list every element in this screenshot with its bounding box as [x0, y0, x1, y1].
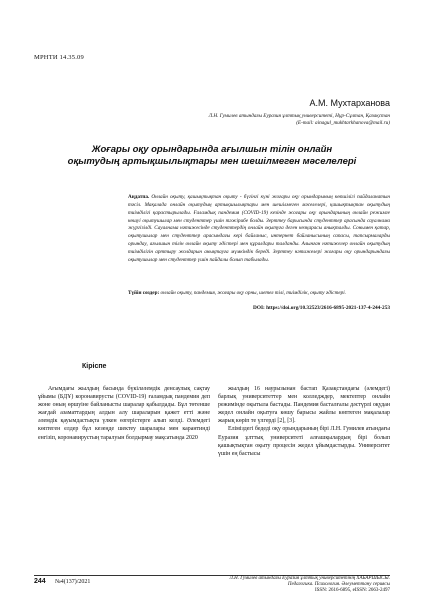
journal-series: Педагогика. Психология. Әлеуметтану сериясы: [287, 581, 390, 587]
abstract-label: Аңдатпа.: [128, 194, 150, 200]
keywords-text: онлайн оқыту, пандемия, жоғары оқу орны, шетел тілі, тиімділік, оқыту әдістері.: [159, 290, 346, 296]
journal-title: Л.Н. Гумилев атындағы Еуразия ұлттық университетінің ХАБАРШЫСЫ.: [229, 576, 390, 581]
article-title: [0, 144, 424, 168]
author-name: А.М. Мухтарханова: [309, 98, 390, 108]
issue-number: №4(137)/2021: [55, 579, 91, 585]
doi-link[interactable]: DOI: https://doi.org/10.32523/2616-6895-2021-137-4-244-253: [253, 305, 390, 311]
page-number: 244: [34, 578, 46, 585]
title-line-2: оқытудың артықшылықтары мен шешілмеген мәселелері: [67, 156, 357, 167]
journal-issn: ISSN: 2616-6895, eISSN: 2663-2497: [314, 587, 390, 593]
author-email: (E-mail: ainagul_mukhtarkhanova@mail.ru): [296, 120, 390, 126]
body-column-right: [218, 385, 390, 458]
title-line-1: Жоғары оқу орындарында ағылшын тілін онлайн: [91, 144, 333, 155]
paragraph: Ағымдағы жылдың басында бүкіләлемдік денсаулық сақтау ұйымы (БДҰ) коронавирусты (COVID-19) ғаламдық пандемия деп жоне оның өршуіне байланысты шаралар қабылдады. Бұл төтенше жағдай азаматтардың алдын алу шараларын қажет етті және әлемдік қауымдастықта үлкен өзгерістерге алып келді. Әлемдегі көптеген елдер бұл кезеңде шектеу шаралары мен карантинді енгізіп, коронавирустың таралуын болдырмау мақсатында 2020: [38, 386, 210, 441]
section-heading-intro: Кіріспе: [82, 363, 107, 370]
abstract: [128, 194, 390, 265]
body-column-left: [38, 385, 210, 442]
keywords: [128, 290, 390, 298]
journal-info: [190, 576, 390, 593]
abstract-text: Онлайн оқыту, қашықтықтан оқыту - бүгінгі күні жоғары оқу орындарының көпшілігі пайдаланатын тәсіл. Мақалада онлайн оқытудың артықшылықтары мен шешілмеген мәселелері, қашықтықтан оқытудың тиімділігі қарастырылады. Ғаламдық пандемия (COVID-19) кезінде жоғары оқу орындарының онлайн режимге көшуі оқытушылар мен студенттер үшін тәжірибе болды. Зерттеу барысында студенттер арасында сауалнама жүргізілді. Сауалнама нәтижесінде студенттердің онлайн оқытуға деген көзқарасы анықталды. Сонымен қатар, оқытушылар мен студенттер арасындағы кері байланыс, интернет байланысының сапасы, тапсырмаларды орындау, ағылшын тілін онлайн оқыту әдістері мен құралдары талданды. Алынған нәтижелер онлайн оқытудың тиімділігін арттыру жолдарын анықтауға мүмкіндік береді. Зерттеу нәтижелері жоғары оқу орындарындағы оқытушылар мен студенттер үшін пайдалы болып табылады.: [128, 194, 390, 263]
keywords-label: Түйін сөздер:: [128, 290, 160, 296]
affiliation-text: Л.Н. Гумилев атындағы Еуразия ұлттық университеті, Нұр-Сұлтан, Қазақстан: [208, 113, 390, 119]
author-affiliation: [150, 113, 390, 127]
paragraph: Еліміздегі бедеді оқу орындарының бірі Л.Н. Гумилев атындағы Еуразия ұлттық университеті алғашқылардың бірі болып қашықтықтан оқыту процесін жедел ұйымдастырды. Университет үшін ең бастысы: [218, 426, 390, 457]
udk-code: МРНТИ 14.35.09: [34, 54, 84, 61]
paragraph: жылдың 16 наурызынан бастап Қазақстандағы (әлемдегі) барлық университеттер мен колледждер, мектептер онлайн режимінде оқытыла бастады. Пандемия басталғалы дәстүрлі оқудан жедел онлайн оқытуға көшу барысы жайлы көптеген мақалалар жарық көріп те үлгерді [2], [3].: [218, 386, 390, 425]
